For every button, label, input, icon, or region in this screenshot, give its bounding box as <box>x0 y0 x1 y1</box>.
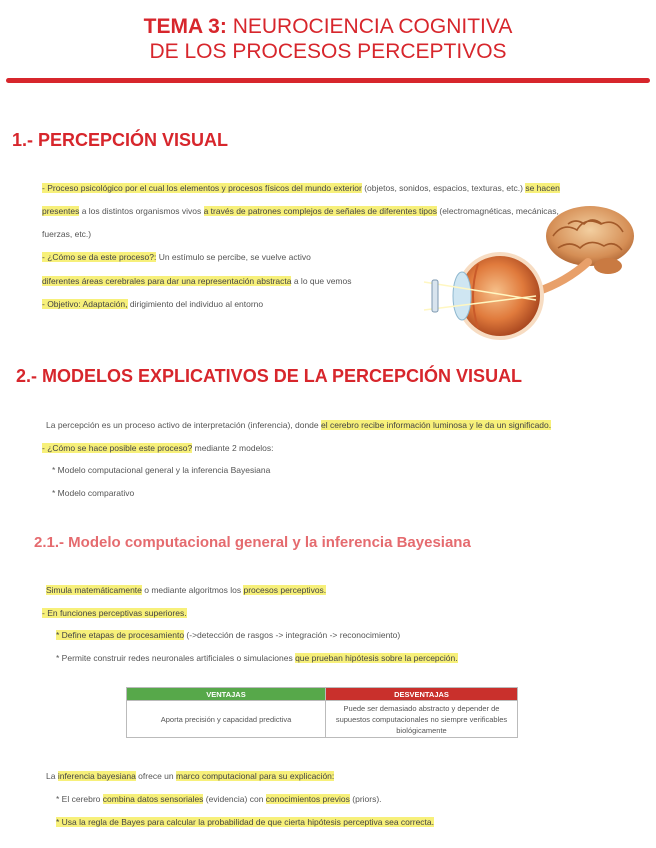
s1-question-2: diferentes áreas cerebrales para dar una representación abstracta a lo que vemos <box>42 276 352 286</box>
s2-paragraph: La percepción es un proceso activo de interpretación (inferencia), donde el cerebro recibe información luminosa y le da un significado. <box>46 420 552 430</box>
s1-objective: - Objetivo: Adaptación, dirigimiento del individuo al entorno <box>42 299 264 309</box>
section21-heading: 2.1.- Modelo computacional general y la inferencia Bayesiana <box>34 534 471 551</box>
title-line1: NEUROCIENCIA COGNITIVA <box>232 15 513 38</box>
section2-heading: 2.- MODELOS EXPLICATIVOS DE LA PERCEPCIÓN VISUAL <box>16 366 523 386</box>
s2-question: - ¿Cómo se hace posible este proceso? mediante 2 modelos: <box>42 443 274 453</box>
s21-line2: - En funciones perceptivas superiores. <box>42 608 187 618</box>
section1-heading: 1.- PERCEPCIÓN VISUAL <box>12 130 229 150</box>
s21-line1: Simula matemáticamente o mediante algoritmos los procesos perceptivos. <box>46 585 327 595</box>
s2-model-2: * Modelo comparativo <box>52 488 135 498</box>
ventaja-cell: Aporta precisión y capacidad predictiva <box>127 701 326 738</box>
s1-line3: fuerzas, etc.) <box>42 229 92 239</box>
desventajas-header: DESVENTAJAS <box>326 688 518 701</box>
s21-bullet2: * Permite construir redes neuronales artificiales o simulaciones que prueban hipótesis sobre la percepción. <box>56 653 458 663</box>
s21-bullet1: * Define etapas de procesamiento (->detección de rasgos -> integración -> reconocimiento) <box>56 630 401 640</box>
s21-bayes-bullet2: * Usa la regla de Bayes para calcular la probabilidad de que cierta hipótesis perceptiva sea correcta. <box>56 817 434 827</box>
s1-line1: - Proceso psicológico por el cual los elementos y procesos físicos del mundo exterior (objetos, sonidos, espacios, texturas, etc.) se hacen <box>42 183 560 193</box>
title-line2: DE LOS PROCESOS PERCEPTIVOS <box>149 40 507 63</box>
s1-line2: presentes a los distintos organismos vivos a través de patrones complejos de señales de diferentes tipos (electromagnéticas, mecánicas, <box>42 206 559 216</box>
s21-bayes-bullet1: * El cerebro combina datos sensoriales (evidencia) con conocimientos previos (priors). <box>56 794 382 804</box>
tema-label: TEMA 3: <box>143 15 227 38</box>
desventaja-cell: Puede ser demasiado abstracto y depender de supuestos computacionales no siempre verificables biológicamente <box>326 701 518 738</box>
s2-model-1: * Modelo computacional general y la inferencia Bayesiana <box>52 465 271 475</box>
title-divider <box>6 78 650 83</box>
s1-question: - ¿Cómo se da este proceso?: Un estímulo se percibe, se vuelve activo <box>42 252 311 262</box>
ventajas-header: VENTAJAS <box>127 688 326 701</box>
pros-cons-table <box>126 687 518 738</box>
s21-bayes-intro: La inferencia bayesiana ofrece un marco computacional para su explicación: <box>46 771 335 781</box>
eye-brain-illustration-icon <box>418 196 656 346</box>
page-title <box>0 14 656 64</box>
